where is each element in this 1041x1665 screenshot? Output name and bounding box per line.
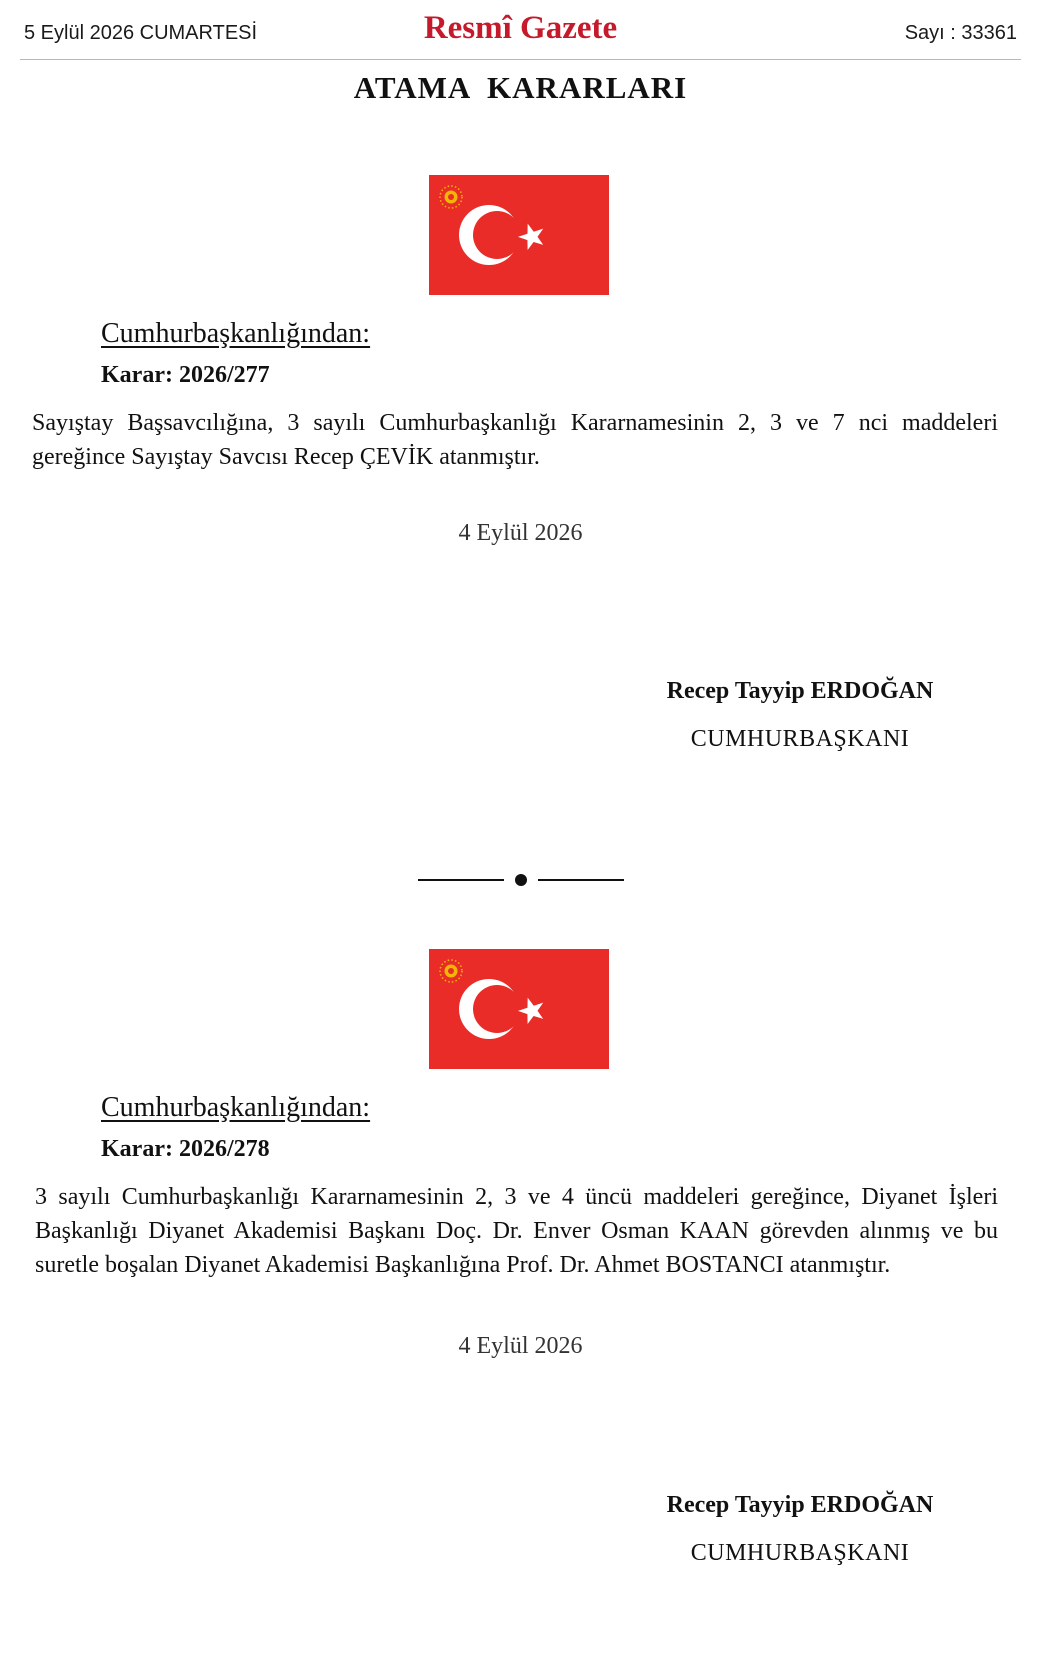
decision-text: 3 sayılı Cumhurbaşkanlığı Kararnamesinin 2, 3 ve 4 üncü maddeleri gereğince, Diyanet İşleri Başkanlığı Diyanet Akademisi Başkanı Doç. Dr. Enver Osman KAAN görevden alınmış ve bu suretle boşalan Diyanet Akademisi Başkanlığına Prof. Dr. Ahmet BOSTANCI atanmıştır. xyxy=(35,1184,998,1278)
decision-number: Karar: 2026/278 xyxy=(101,1136,270,1162)
decision-number: Karar: 2026/277 xyxy=(101,362,270,388)
section-title: ATAMA KARARLARI xyxy=(353,70,688,105)
issue-number: Sayı : 33361 xyxy=(904,22,1017,44)
turkish-flag-icon xyxy=(429,175,609,295)
decision-date: 4 Eylül 2026 xyxy=(458,1333,583,1359)
issuer-heading: Cumhurbaşkanlığından: xyxy=(101,318,371,349)
decision-text: Sayıştay Başsavcılığına, 3 sayılı Cumhurbaşkanlığı Kararnamesinin 2, 3 ve 7 nci maddeleri gereğince Sayıştay Savcısı Recep ÇEVİK atanmıştır. xyxy=(32,410,998,470)
signatory-name: Recep Tayyip ERDOĞAN xyxy=(666,1492,934,1518)
bullet-icon xyxy=(515,874,527,886)
header-divider xyxy=(20,59,1021,60)
presidential-seal-icon xyxy=(429,949,609,1069)
issuer-heading: Cumhurbaşkanlığından: xyxy=(101,1092,371,1123)
signatory-title: CUMHURBAŞKANI xyxy=(690,726,910,752)
turkish-flag-icon xyxy=(429,949,609,1069)
signatory-name: Recep Tayyip ERDOĞAN xyxy=(666,678,934,704)
presidential-seal-icon xyxy=(429,175,609,295)
decision-date: 4 Eylül 2026 xyxy=(458,520,583,546)
signatory-title: CUMHURBAŞKANI xyxy=(690,1540,910,1566)
header-date: 5 Eylül 2026 CUMARTESİ xyxy=(24,22,258,44)
gazette-title: Resmî Gazete xyxy=(423,10,618,46)
bullet-separator xyxy=(418,868,624,888)
